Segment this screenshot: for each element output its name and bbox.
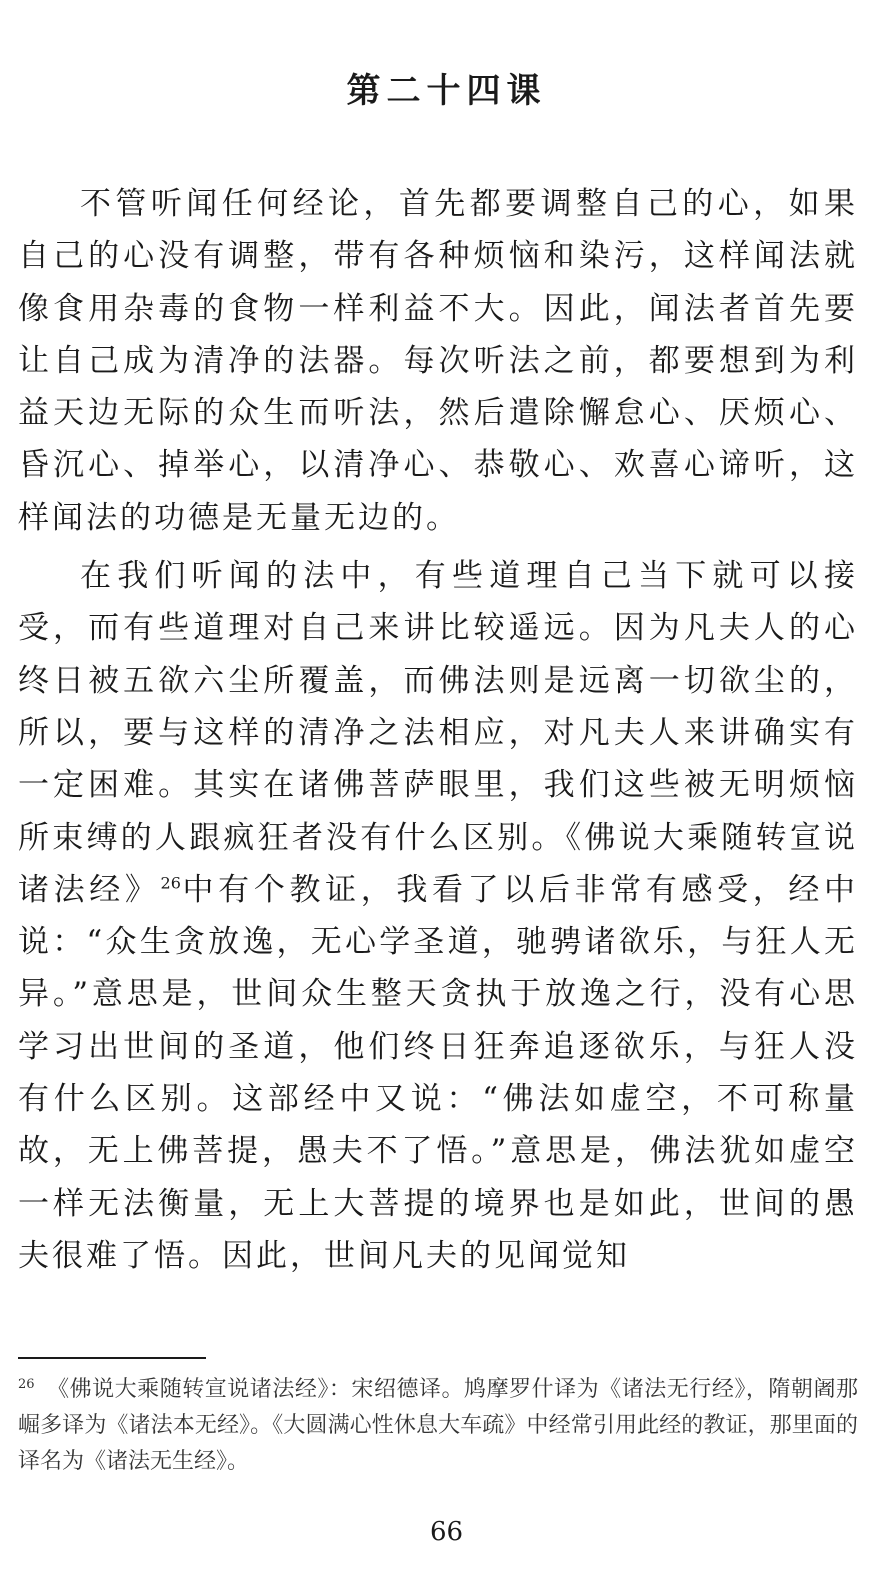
lesson-title: 第二十四课 (346, 71, 547, 111)
paragraph-2-text-after: 中有个教证，我看了以后非常有感受，经中说：“众生贪放逸，无心学圣道，驰骋诸欲乐，与狂人无异。”意思是，世间众生整天贪执于放逸之行，没有心思学习出世间的圣道，他们终日狂奔追逐欲乐，与狂人没有什么区别。这部经中又说：“佛法如虚空，不可称量故，无上佛菩提，愚夫不了悟。”意思是，佛法犹如虚空一样无法衡量，无上大菩提的境界也是如此，世间的愚夫很难了悟。因此，世间凡夫的见闻觉知 (18, 871, 858, 1274)
body-text (18, 178, 858, 1282)
footnote (18, 1372, 858, 1480)
footnote-reference[interactable]: 26 (160, 873, 181, 893)
footnote-number: 26 (18, 1376, 35, 1392)
footnote-text: 《佛说大乘随转宣说诸法经》：宋绍德译。鸠摩罗什译为《诸法无行经》，隋朝阇那崛多译为《诸法本无经》。《大圆满心性休息大车疏》中经常引用此经的教证，那里面的译名为《诸法无生经》。 (18, 1377, 858, 1474)
page-number: 66 (429, 1517, 464, 1547)
paragraph-2-text-before: 在我们听闻的法中，有些道理自己当下就可以接受，而有些道理对自己来讲比较遥远。因为凡夫人的心终日被五欲六尘所覆盖，而佛法则是远离一切欲尘的，所以，要与这样的清净之法相应，对凡夫人来讲确实有一定困难。其实在诸佛菩萨眼里，我们这些被无明烦恼所束缚的人跟疯狂者没有什么区别。《佛说大乘随转宣说诸法经》 (18, 558, 858, 908)
paragraph-2 (18, 550, 858, 1282)
paragraph-1 (18, 178, 858, 544)
paragraph-1-text: 不管听闻任何经论，首先都要调整自己的心，如果自己的心没有调整，带有各种烦恼和染污，这样闻法就像食用杂毒的食物一样利益不大。因此，闻法者首先要让自己成为清净的法器。每次听法之前，都要想到为利益天边无际的众生而听法，然后遣除懈怠心、厌烦心、昏沉心、掉举心，以清净心、恭敬心、欢喜心谛听，这样闻法的功德是无量无边的。 (18, 186, 858, 536)
footnote-divider (18, 1357, 206, 1359)
